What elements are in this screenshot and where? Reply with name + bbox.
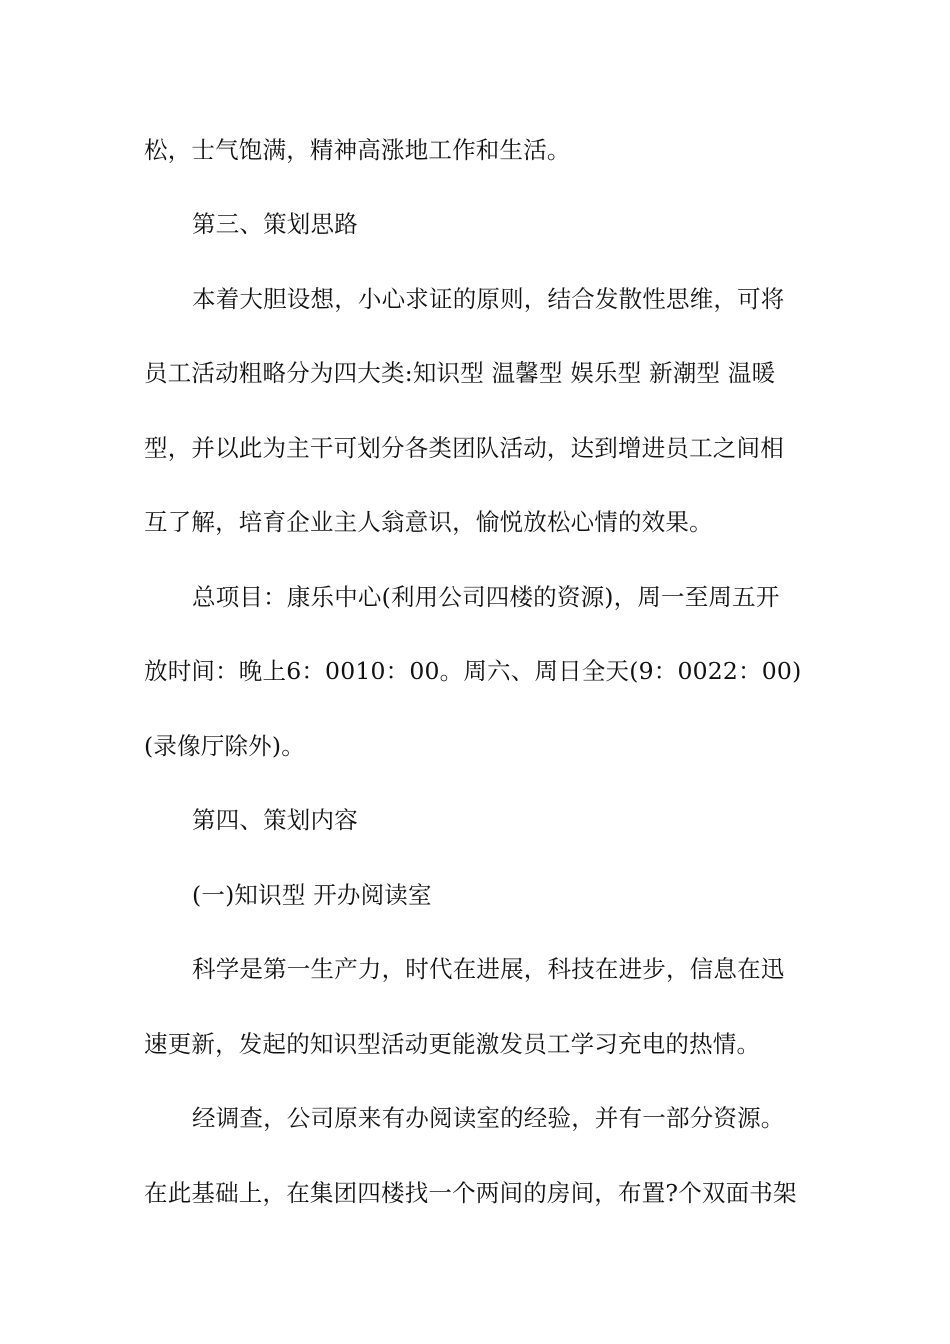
text-line-6: 互了解，培育企业主人翁意识，愉悦放松心情的效果。 xyxy=(144,508,713,537)
text-line-3: 本着大胆设想，小心求证的原则，结合发散性思维，可将 xyxy=(192,284,785,313)
text-line-8: 放时间：晚上6：0010：00。周六、周日全天(9：0022：00) xyxy=(144,657,802,686)
text-line-13: 速更新，发起的知识型活动更能激发员工学习充电的热情。 xyxy=(144,1029,761,1058)
text-line-12: 科学是第一生产力，时代在进展，科技在进步，信息在迅 xyxy=(192,955,785,984)
text-line-1: 松，士气饱满，精神高涨地工作和生活。 xyxy=(144,136,571,164)
text-line-4: 员工活动粗略分为四大类:知识型 温馨型 娱乐型 新潮型 温暖 xyxy=(144,359,776,388)
text-line-7: 总项目：康乐中心(利用公司四楼的资源)，周一至周五开 xyxy=(192,582,780,611)
document-body xyxy=(144,126,806,1243)
text-line-14: 经调查，公司原来有办阅读室的经验，并有一部分资源。 xyxy=(192,1104,785,1133)
text-line-5: 型，并以此为主干可划分各类团队活动，达到增进员工之间相 xyxy=(144,433,784,462)
section-heading-4: 第四、策划内容 xyxy=(192,806,358,835)
text-line-15: 在此基础上，在集团四楼找一个两间的房间，布置?个双面书架 xyxy=(144,1178,797,1207)
section-heading-3: 第三、策划思路 xyxy=(192,210,358,239)
subsection-heading-1: (一)知识型 开办阅读室 xyxy=(192,880,432,909)
text-line-9: (录像厅除外)。 xyxy=(144,731,305,760)
